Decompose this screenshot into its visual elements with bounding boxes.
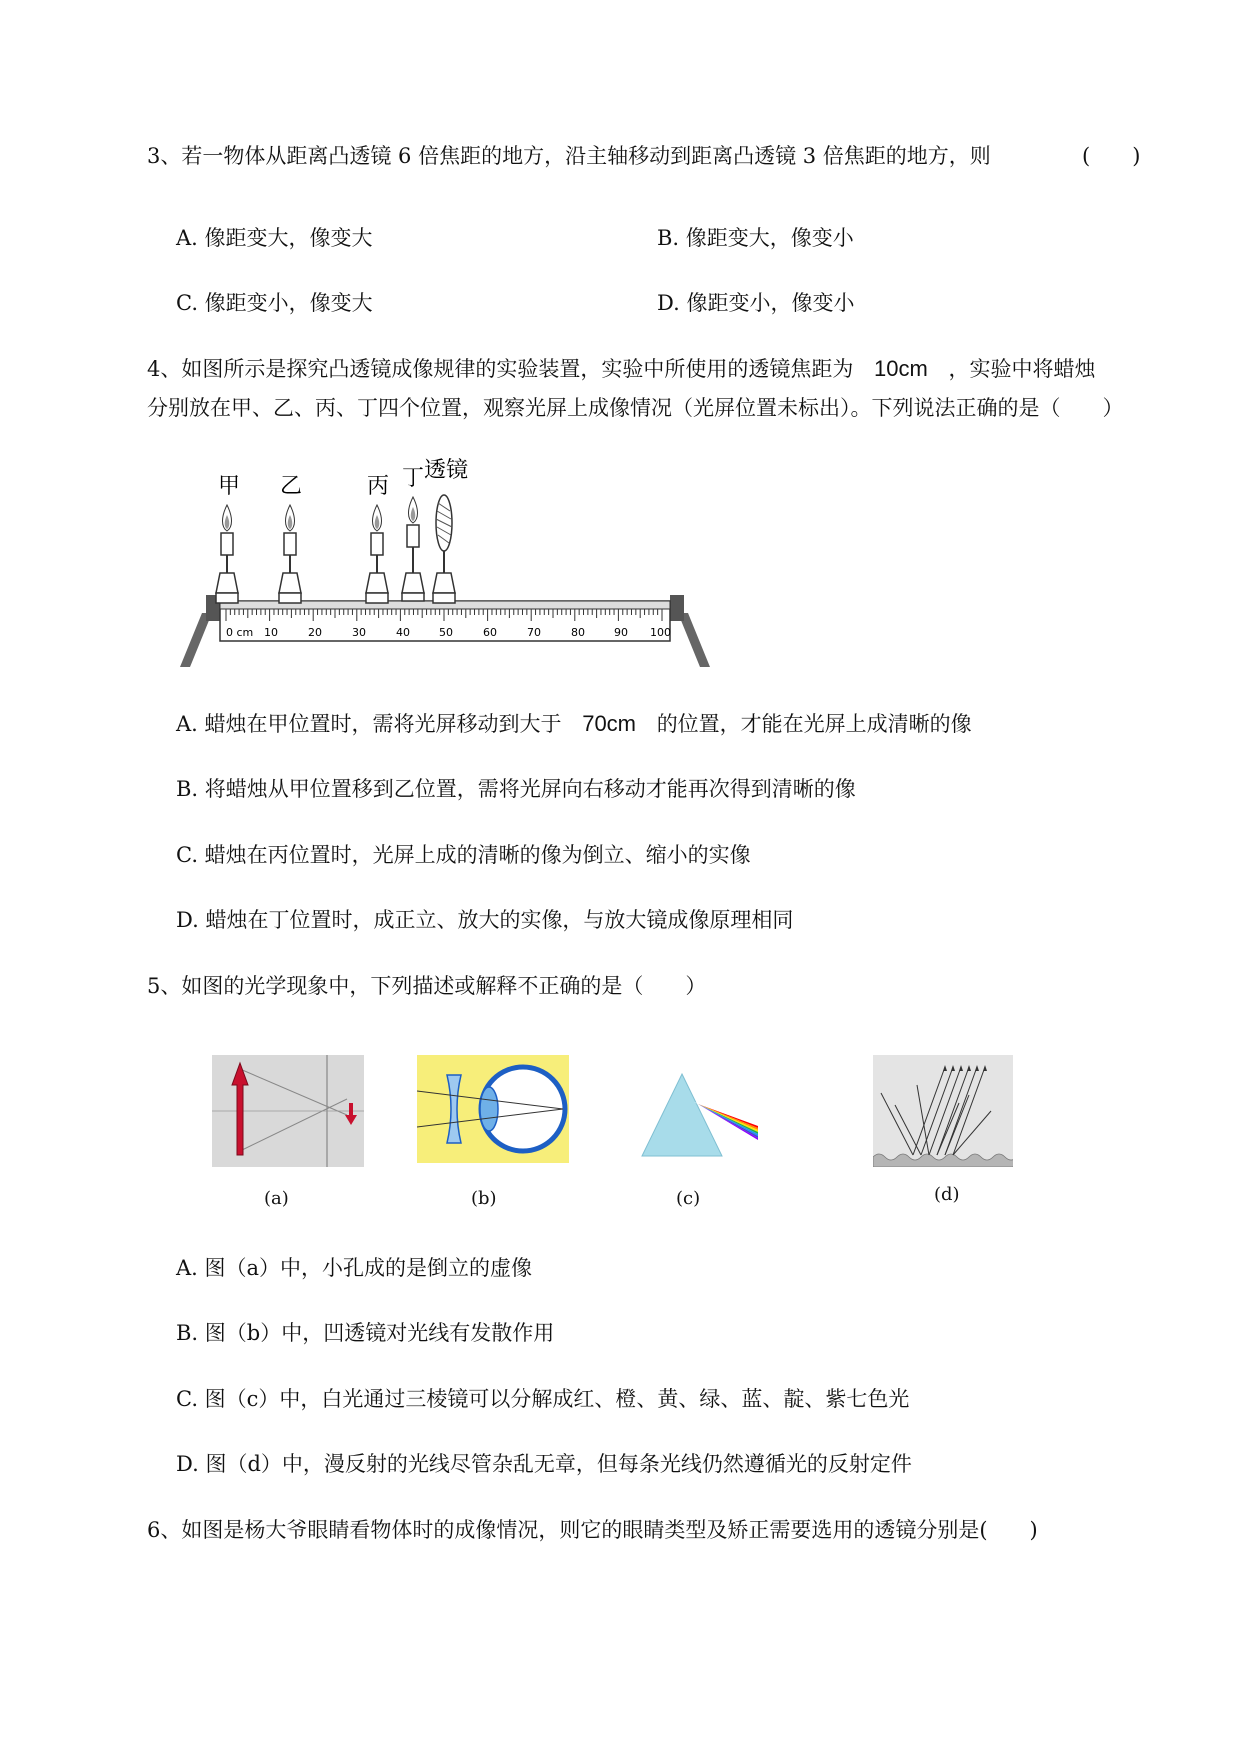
ruler-label-80: 80 xyxy=(571,626,585,639)
q4-option-b: B. 将蜡烛从甲位置移到乙位置，需将光屏向右移动才能再次得到清晰的像 xyxy=(176,777,856,801)
label-jia: 甲 xyxy=(218,474,241,499)
q5-option-a: A. 图（a）中，小孔成的是倒立的虚像 xyxy=(176,1256,533,1280)
q4-stem-part2: ，实验中将蜡烛 xyxy=(948,357,1096,381)
candle-yi xyxy=(279,505,301,603)
ruler-label-0: 0 cm xyxy=(226,626,254,639)
ruler-label-90: 90 xyxy=(614,626,628,639)
candle-jia xyxy=(216,505,238,603)
caption-a: (a) xyxy=(264,1188,289,1209)
q4-option-a-distance: 70cm xyxy=(582,711,636,736)
q4-stem-part1: 4、如图所示是探究凸透镜成像规律的实验装置，实验中所使用的透镜焦距为 xyxy=(147,357,854,381)
ruler-label-10: 10 xyxy=(264,626,278,639)
candle-bing xyxy=(366,505,388,603)
q5-option-b: B. 图（b）中，凹透镜对光线有发散作用 xyxy=(176,1321,555,1345)
ruler-label-30: 30 xyxy=(352,626,366,639)
optical-bench-figure xyxy=(180,455,720,675)
question-3-stem: 3、若一物体从距离凸透镜 6 倍焦距的地方，沿主轴移动到距离凸透镜 3 倍焦距的地方，则 xyxy=(147,144,991,168)
label-ding: 丁 xyxy=(402,466,425,491)
question-6-stem: 6、如图是杨大爷眼睛看物体时的成像情况，则它的眼睛类型及矫正需要选用的透镜分别是( ) xyxy=(147,1518,1038,1542)
question-4-stem-line1 xyxy=(147,353,1096,383)
q4-option-a-part2: 的位置，才能在光屏上成清晰的像 xyxy=(656,712,972,736)
q3-option-c: C. 像距变小，像变大 xyxy=(176,291,373,315)
label-lens: 透镜 xyxy=(424,458,469,483)
ruler-label-50: 50 xyxy=(439,626,453,639)
caption-b: (b) xyxy=(471,1188,497,1209)
candle-ding xyxy=(402,497,424,601)
q4-option-a xyxy=(176,708,972,738)
question-3-answer-paren: ( ) xyxy=(1082,144,1141,168)
figure-d-diffuse-reflection xyxy=(873,1055,1013,1167)
figure-c-prism xyxy=(640,1068,760,1160)
caption-c: (c) xyxy=(676,1188,701,1209)
ruler-label-60: 60 xyxy=(483,626,497,639)
q3-option-a: A. 像距变大，像变大 xyxy=(176,226,373,250)
ruler-label-70: 70 xyxy=(527,626,541,639)
question-5-stem: 5、如图的光学现象中，下列描述或解释不正确的是（ ） xyxy=(147,974,707,998)
q4-focal-length: 10cm xyxy=(874,356,928,381)
q4-option-a-part1: A. 蜡烛在甲位置时，需将光屏移动到大于 xyxy=(176,712,562,736)
ruler-label-40: 40 xyxy=(396,626,410,639)
q3-option-b: B. 像距变大，像变小 xyxy=(657,226,854,250)
figure-b-eye-concave-lens xyxy=(417,1055,569,1163)
question-4-stem-line2: 分别放在甲、乙、丙、丁四个位置，观察光屏上成像情况（光屏位置未标出）。下列说法正确的是（ ） xyxy=(147,396,1124,420)
figure-a-pinhole xyxy=(212,1055,364,1167)
convex-lens xyxy=(433,495,455,603)
q4-option-d: D. 蜡烛在丁位置时，成正立、放大的实像，与放大镜成像原理相同 xyxy=(176,908,794,932)
q5-option-d: D. 图（d）中，漫反射的光线尽管杂乱无章，但每条光线仍然遵循光的反射定件 xyxy=(176,1452,912,1476)
label-bing: 丙 xyxy=(367,474,390,499)
label-yi: 乙 xyxy=(280,474,303,499)
q5-option-c: C. 图（c）中，白光通过三棱镜可以分解成红、橙、黄、绿、蓝、靛、紫七色光 xyxy=(176,1387,910,1411)
caption-d: (d) xyxy=(934,1184,960,1205)
q3-option-d: D. 像距变小，像变小 xyxy=(657,291,855,315)
q4-option-c: C. 蜡烛在丙位置时，光屏上成的清晰的像为倒立、缩小的实像 xyxy=(176,843,751,867)
ruler-label-100: 100 xyxy=(650,626,671,639)
ruler-label-20: 20 xyxy=(308,626,322,639)
